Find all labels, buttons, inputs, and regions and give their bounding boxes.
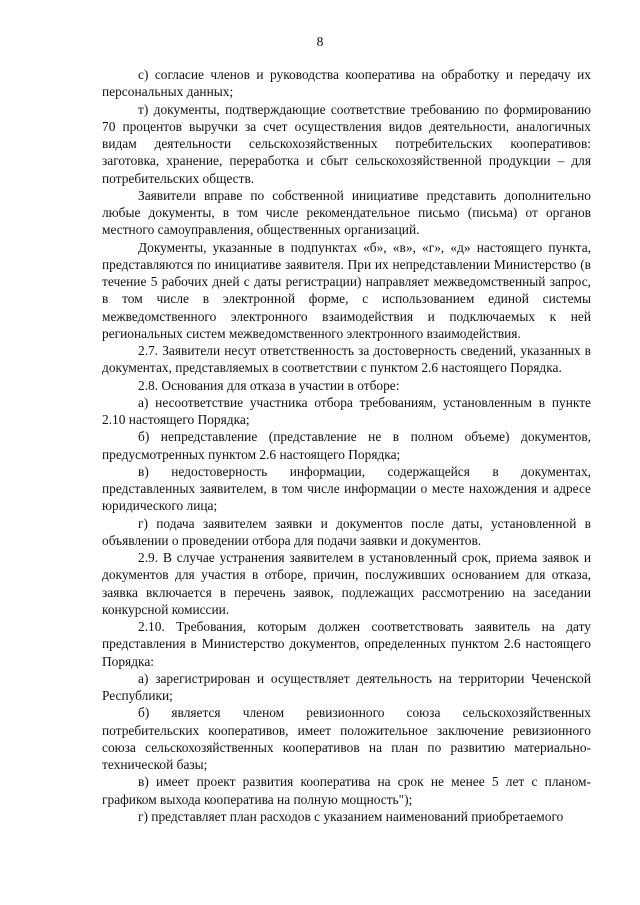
paragraph-2-10-a: а) зарегистрирован и осуществляет деятельность на территории Чеченской Республики; bbox=[102, 670, 591, 703]
paragraph-applicants-right: Заявители вправе по собственной инициативе представить дополнительно любые документы, в том числе рекомендательное письмо (письма) от органов местного самоуправления, общественных организаций. bbox=[102, 187, 591, 238]
paragraph-2-8-a: а) несоответствие участника отбора требованиям, установленным в пункте 2.10 настоящего Порядка; bbox=[102, 394, 591, 427]
paragraph-documents-initiative: Документы, указанные в подпунктах «б», «в», «г», «д» настоящего пункта, представляются по инициативе заявителя. При их непредставлении Министерство (в течение 5 рабочих дней с даты регистрации) направляет межведомственный запрос, в том числе в электронной форме, с использованием единой системы межведомственного электронного взаимодействия и подключаемых к ней региональных систем межведомственного электронного взаимодействия. bbox=[102, 239, 591, 341]
paragraph-item-s: с) согласие членов и руководства кооператива на обработку и передачу их персональных данных; bbox=[102, 67, 591, 100]
paragraph-2-8-v: в) недостоверность информации, содержащейся в документах, представленных заявителем, в том числе информации о месте нахождения и адресе юридического лица; bbox=[102, 463, 591, 514]
paragraph-2-8-b: б) непредставление (представление не в полном объеме) документов, предусмотренных пунктом 2.6 настоящего Порядка; bbox=[102, 429, 591, 462]
paragraph-2-10-b: б) является членом ревизионного союза сельскохозяйственных потребительских кооперативов, имеет положительное заключение ревизионного союза сельскохозяйственных кооперативов на план по развитию материально-технической базы; bbox=[102, 705, 591, 772]
paragraph-2-8: 2.8. Основания для отказа в участии в отборе: bbox=[138, 377, 400, 393]
paragraph-2-8-g: г) подача заявителем заявки и документов после даты, установленной в объявлении о проведении отбора для подачи заявки и документов. bbox=[102, 515, 591, 548]
paragraph-2-10-g: г) представляет план расходов с указанием наименований приобретаемого bbox=[138, 808, 564, 824]
paragraph-2-9: 2.9. В случае устранения заявителем в установленный срок, приема заявок и документов для участия в отборе, причин, послуживших основанием для отказа, заявка включается в перечень заявок, подлежащих рассмотрению на заседании конкурсной комиссии. bbox=[102, 550, 591, 617]
paragraph-2-10: 2.10. Требования, которым должен соответствовать заявитель на дату представления в Министерство документов, определенных пунктом 2.6 настоящего Порядка: bbox=[102, 619, 591, 669]
paragraph-2-10-v: в) имеет проект развития кооператива на срок не менее 5 лет с планом-графиком выхода кооператива на полную мощность"); bbox=[102, 774, 591, 807]
document-body bbox=[102, 66, 591, 825]
paragraph-item-t: т) документы, подтверждающие соответствие требованию по формированию 70 процентов выручки за счет осуществления видов деятельности, аналогичных видам деятельности сельскохозяйственных потребительских кооперативов: заготовка, хранение, переработка и сбыт сельскохозяйственной продукции – для потребительских обществ. bbox=[102, 101, 591, 186]
paragraph-2-7: 2.7. Заявители несут ответственность за достоверность сведений, указанных в документах, представляемых в соответствии с пунктом 2.6 настоящего Порядка. bbox=[102, 343, 591, 376]
page-number: 8 bbox=[316, 34, 324, 49]
